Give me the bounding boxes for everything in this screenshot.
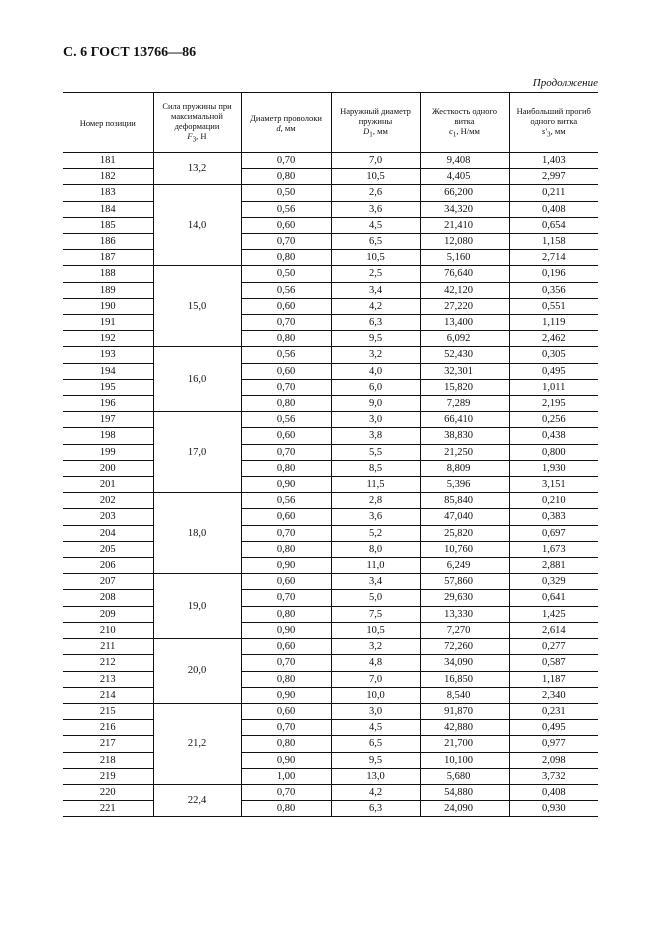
wire-diameter-cell: 0,50: [241, 266, 331, 282]
stiffness-cell: 10,100: [420, 752, 509, 768]
stiffness-cell: 5,160: [420, 250, 509, 266]
wire-diameter-cell: 0,56: [241, 282, 331, 298]
outer-diameter-cell: 13,0: [331, 768, 420, 784]
position-cell: 210: [63, 622, 153, 638]
header-force: Сила пружины при максимальной деформации $F_3$, Н: [153, 93, 241, 153]
stiffness-cell: 21,410: [420, 217, 509, 233]
force-cell: 17,0: [153, 412, 241, 493]
wire-diameter-cell: 0,80: [241, 250, 331, 266]
deflection-cell: 2,098: [509, 752, 598, 768]
wire-diameter-cell: 0,70: [241, 444, 331, 460]
force-cell: 13,2: [153, 153, 241, 185]
stiffness-cell: 15,820: [420, 379, 509, 395]
stiffness-cell: 42,880: [420, 720, 509, 736]
deflection-cell: 0,930: [509, 801, 598, 817]
outer-diameter-cell: 2,8: [331, 493, 420, 509]
force-cell: 20,0: [153, 639, 241, 704]
outer-diameter-cell: 9,5: [331, 752, 420, 768]
stiffness-cell: 34,090: [420, 655, 509, 671]
stiffness-cell: 54,880: [420, 784, 509, 800]
stiffness-cell: 13,330: [420, 606, 509, 622]
position-cell: 207: [63, 574, 153, 590]
position-cell: 201: [63, 477, 153, 493]
table-row: [63, 801, 598, 817]
wire-diameter-cell: 0,80: [241, 736, 331, 752]
table-row: [63, 460, 598, 476]
outer-diameter-cell: 3,0: [331, 703, 420, 719]
table-row: [63, 412, 598, 428]
deflection-cell: 2,714: [509, 250, 598, 266]
stiffness-cell: 10,760: [420, 541, 509, 557]
position-cell: 187: [63, 250, 153, 266]
deflection-cell: 0,551: [509, 298, 598, 314]
outer-diameter-cell: 7,0: [331, 671, 420, 687]
table-row: [63, 752, 598, 768]
stiffness-cell: 29,630: [420, 590, 509, 606]
position-cell: 193: [63, 347, 153, 363]
deflection-cell: 2,195: [509, 396, 598, 412]
table-header-row: [63, 93, 598, 153]
position-cell: 213: [63, 671, 153, 687]
deflection-cell: 0,305: [509, 347, 598, 363]
position-cell: 220: [63, 784, 153, 800]
deflection-cell: 0,800: [509, 444, 598, 460]
outer-diameter-cell: 3,8: [331, 428, 420, 444]
table-row: [63, 347, 598, 363]
outer-diameter-cell: 10,5: [331, 169, 420, 185]
table-row: [63, 153, 598, 169]
stiffness-cell: 76,640: [420, 266, 509, 282]
stiffness-cell: 21,700: [420, 736, 509, 752]
outer-diameter-cell: 11,0: [331, 558, 420, 574]
table-row: [63, 444, 598, 460]
table-body: [63, 153, 598, 817]
position-cell: 211: [63, 639, 153, 655]
table-row: [63, 477, 598, 493]
stiffness-cell: 34,320: [420, 201, 509, 217]
wire-diameter-cell: 0,60: [241, 574, 331, 590]
wire-diameter-cell: 0,80: [241, 671, 331, 687]
table-row: [63, 541, 598, 557]
position-cell: 204: [63, 525, 153, 541]
outer-diameter-cell: 3,4: [331, 282, 420, 298]
wire-diameter-cell: 0,60: [241, 298, 331, 314]
position-cell: 208: [63, 590, 153, 606]
position-cell: 219: [63, 768, 153, 784]
stiffness-cell: 9,408: [420, 153, 509, 169]
table-row: [63, 655, 598, 671]
wire-diameter-cell: 0,60: [241, 217, 331, 233]
position-cell: 195: [63, 379, 153, 395]
wire-diameter-cell: 0,70: [241, 590, 331, 606]
deflection-cell: 1,403: [509, 153, 598, 169]
position-cell: 188: [63, 266, 153, 282]
stiffness-cell: 91,870: [420, 703, 509, 719]
deflection-cell: 2,881: [509, 558, 598, 574]
wire-diameter-cell: 0,60: [241, 363, 331, 379]
table-row: [63, 622, 598, 638]
stiffness-cell: 66,410: [420, 412, 509, 428]
position-cell: 196: [63, 396, 153, 412]
stiffness-cell: 5,680: [420, 768, 509, 784]
stiffness-cell: 8,540: [420, 687, 509, 703]
wire-diameter-cell: 0,60: [241, 639, 331, 655]
wire-diameter-cell: 0,56: [241, 493, 331, 509]
table-row: [63, 315, 598, 331]
wire-diameter-cell: 0,80: [241, 801, 331, 817]
position-cell: 191: [63, 315, 153, 331]
outer-diameter-cell: 8,0: [331, 541, 420, 557]
outer-diameter-cell: 6,5: [331, 234, 420, 250]
deflection-cell: 3,151: [509, 477, 598, 493]
deflection-cell: 1,119: [509, 315, 598, 331]
deflection-cell: 1,158: [509, 234, 598, 250]
wire-diameter-cell: 1,00: [241, 768, 331, 784]
wire-diameter-cell: 0,90: [241, 687, 331, 703]
stiffness-cell: 24,090: [420, 801, 509, 817]
position-cell: 212: [63, 655, 153, 671]
outer-diameter-cell: 3,2: [331, 639, 420, 655]
outer-diameter-cell: 10,0: [331, 687, 420, 703]
wire-diameter-cell: 0,56: [241, 347, 331, 363]
outer-diameter-cell: 6,0: [331, 379, 420, 395]
table-row: [63, 493, 598, 509]
table-row: [63, 266, 598, 282]
deflection-cell: 0,277: [509, 639, 598, 655]
table-row: [63, 720, 598, 736]
table-row: [63, 574, 598, 590]
stiffness-cell: 6,249: [420, 558, 509, 574]
deflection-cell: 0,641: [509, 590, 598, 606]
deflection-cell: 0,495: [509, 720, 598, 736]
deflection-cell: 0,383: [509, 509, 598, 525]
table-row: [63, 363, 598, 379]
position-cell: 200: [63, 460, 153, 476]
stiffness-cell: 7,270: [420, 622, 509, 638]
position-cell: 206: [63, 558, 153, 574]
table-row: [63, 590, 598, 606]
stiffness-cell: 4,405: [420, 169, 509, 185]
wire-diameter-cell: 0,90: [241, 622, 331, 638]
position-cell: 181: [63, 153, 153, 169]
position-cell: 217: [63, 736, 153, 752]
outer-diameter-cell: 9,5: [331, 331, 420, 347]
deflection-cell: 0,408: [509, 201, 598, 217]
deflection-cell: 0,697: [509, 525, 598, 541]
wire-diameter-cell: 0,70: [241, 379, 331, 395]
deflection-cell: 2,340: [509, 687, 598, 703]
outer-diameter-cell: 9,0: [331, 396, 420, 412]
force-cell: 15,0: [153, 266, 241, 347]
position-cell: 194: [63, 363, 153, 379]
stiffness-cell: 32,301: [420, 363, 509, 379]
stiffness-cell: 42,120: [420, 282, 509, 298]
outer-diameter-cell: 10,5: [331, 250, 420, 266]
force-cell: 14,0: [153, 185, 241, 266]
stiffness-cell: 27,220: [420, 298, 509, 314]
wire-diameter-cell: 0,70: [241, 234, 331, 250]
outer-diameter-cell: 3,4: [331, 574, 420, 590]
outer-diameter-cell: 8,5: [331, 460, 420, 476]
deflection-cell: 3,732: [509, 768, 598, 784]
table-row: [63, 558, 598, 574]
stiffness-cell: 47,040: [420, 509, 509, 525]
wire-diameter-cell: 0,90: [241, 477, 331, 493]
deflection-cell: 2,997: [509, 169, 598, 185]
table-row: [63, 331, 598, 347]
stiffness-cell: 16,850: [420, 671, 509, 687]
outer-diameter-cell: 3,6: [331, 509, 420, 525]
table-row: [63, 703, 598, 719]
force-cell: 18,0: [153, 493, 241, 574]
table-row: [63, 509, 598, 525]
force-cell: 22,4: [153, 784, 241, 816]
position-cell: 192: [63, 331, 153, 347]
wire-diameter-cell: 0,60: [241, 509, 331, 525]
stiffness-cell: 72,260: [420, 639, 509, 655]
table-row: [63, 282, 598, 298]
table-row: [63, 379, 598, 395]
position-cell: 202: [63, 493, 153, 509]
wire-diameter-cell: 0,60: [241, 428, 331, 444]
stiffness-cell: 38,830: [420, 428, 509, 444]
deflection-cell: 0,356: [509, 282, 598, 298]
outer-diameter-cell: 6,3: [331, 801, 420, 817]
header-wire-diameter: Диаметр проволоки d, мм: [241, 93, 331, 153]
position-cell: 190: [63, 298, 153, 314]
continued-label: Продолжение: [532, 77, 598, 89]
outer-diameter-cell: 6,5: [331, 736, 420, 752]
position-cell: 214: [63, 687, 153, 703]
position-cell: 209: [63, 606, 153, 622]
wire-diameter-cell: 0,80: [241, 606, 331, 622]
outer-diameter-cell: 7,5: [331, 606, 420, 622]
wire-diameter-cell: 0,80: [241, 169, 331, 185]
position-cell: 221: [63, 801, 153, 817]
outer-diameter-cell: 6,3: [331, 315, 420, 331]
stiffness-cell: 13,400: [420, 315, 509, 331]
deflection-cell: 1,930: [509, 460, 598, 476]
wire-diameter-cell: 0,90: [241, 752, 331, 768]
deflection-cell: 2,462: [509, 331, 598, 347]
table-row: [63, 217, 598, 233]
outer-diameter-cell: 11,5: [331, 477, 420, 493]
position-cell: 184: [63, 201, 153, 217]
deflection-cell: 1,673: [509, 541, 598, 557]
deflection-cell: 0,495: [509, 363, 598, 379]
table-row: [63, 525, 598, 541]
deflection-cell: 2,614: [509, 622, 598, 638]
table-row: [63, 169, 598, 185]
position-cell: 183: [63, 185, 153, 201]
table-row: [63, 234, 598, 250]
stiffness-cell: 66,200: [420, 185, 509, 201]
outer-diameter-cell: 4,5: [331, 217, 420, 233]
deflection-cell: 1,425: [509, 606, 598, 622]
stiffness-cell: 7,289: [420, 396, 509, 412]
deflection-cell: 1,187: [509, 671, 598, 687]
position-cell: 199: [63, 444, 153, 460]
outer-diameter-cell: 5,2: [331, 525, 420, 541]
wire-diameter-cell: 0,80: [241, 331, 331, 347]
position-cell: 197: [63, 412, 153, 428]
stiffness-cell: 21,250: [420, 444, 509, 460]
position-cell: 185: [63, 217, 153, 233]
table-row: [63, 606, 598, 622]
wire-diameter-cell: 0,80: [241, 541, 331, 557]
table-row: [63, 428, 598, 444]
deflection-cell: 0,256: [509, 412, 598, 428]
table-row: [63, 687, 598, 703]
wire-diameter-cell: 0,80: [241, 396, 331, 412]
deflection-cell: 0,210: [509, 493, 598, 509]
table-row: [63, 768, 598, 784]
deflection-cell: 1,011: [509, 379, 598, 395]
outer-diameter-cell: 3,2: [331, 347, 420, 363]
wire-diameter-cell: 0,70: [241, 315, 331, 331]
stiffness-cell: 57,860: [420, 574, 509, 590]
deflection-cell: 0,654: [509, 217, 598, 233]
position-cell: 198: [63, 428, 153, 444]
deflection-cell: 0,329: [509, 574, 598, 590]
position-cell: 203: [63, 509, 153, 525]
table-row: [63, 185, 598, 201]
table-row: [63, 736, 598, 752]
wire-diameter-cell: 0,60: [241, 703, 331, 719]
wire-diameter-cell: 0,56: [241, 201, 331, 217]
position-cell: 205: [63, 541, 153, 557]
outer-diameter-cell: 4,2: [331, 784, 420, 800]
page-title: С. 6 ГОСТ 13766—86: [63, 45, 197, 60]
wire-diameter-cell: 0,70: [241, 655, 331, 671]
stiffness-cell: 52,430: [420, 347, 509, 363]
stiffness-cell: 85,840: [420, 493, 509, 509]
wire-diameter-cell: 0,90: [241, 558, 331, 574]
outer-diameter-cell: 5,0: [331, 590, 420, 606]
deflection-cell: 0,211: [509, 185, 598, 201]
stiffness-cell: 25,820: [420, 525, 509, 541]
wire-diameter-cell: 0,70: [241, 720, 331, 736]
wire-diameter-cell: 0,56: [241, 412, 331, 428]
force-cell: 21,2: [153, 703, 241, 784]
header-outer-diameter: Наружный диаметр пружины $D_1$, мм: [331, 93, 420, 153]
header-position: Номер позиции: [63, 93, 153, 153]
outer-diameter-cell: 4,5: [331, 720, 420, 736]
header-max-deflection: Наибольший прогиб одного витка $s'_3$, мм: [509, 93, 598, 153]
deflection-cell: 0,408: [509, 784, 598, 800]
stiffness-cell: 12,080: [420, 234, 509, 250]
position-cell: 218: [63, 752, 153, 768]
outer-diameter-cell: 7,0: [331, 153, 420, 169]
outer-diameter-cell: 2,6: [331, 185, 420, 201]
position-cell: 182: [63, 169, 153, 185]
table-row: [63, 671, 598, 687]
wire-diameter-cell: 0,80: [241, 460, 331, 476]
wire-diameter-cell: 0,70: [241, 784, 331, 800]
force-cell: 19,0: [153, 574, 241, 639]
outer-diameter-cell: 3,0: [331, 412, 420, 428]
position-cell: 216: [63, 720, 153, 736]
position-cell: 215: [63, 703, 153, 719]
spring-parameters-table: [63, 92, 598, 817]
position-cell: 189: [63, 282, 153, 298]
wire-diameter-cell: 0,70: [241, 525, 331, 541]
outer-diameter-cell: 5,5: [331, 444, 420, 460]
wire-diameter-cell: 0,70: [241, 153, 331, 169]
force-cell: 16,0: [153, 347, 241, 412]
outer-diameter-cell: 4,0: [331, 363, 420, 379]
table-row: [63, 201, 598, 217]
table-row: [63, 784, 598, 800]
header-stiffness: Жесткость одного витка $c_1$, Н/мм: [420, 93, 509, 153]
deflection-cell: 0,587: [509, 655, 598, 671]
stiffness-cell: 5,396: [420, 477, 509, 493]
deflection-cell: 0,438: [509, 428, 598, 444]
wire-diameter-cell: 0,50: [241, 185, 331, 201]
table-row: [63, 396, 598, 412]
outer-diameter-cell: 4,2: [331, 298, 420, 314]
outer-diameter-cell: 3,6: [331, 201, 420, 217]
table-row: [63, 250, 598, 266]
outer-diameter-cell: 10,5: [331, 622, 420, 638]
outer-diameter-cell: 4,8: [331, 655, 420, 671]
table-row: [63, 639, 598, 655]
outer-diameter-cell: 2,5: [331, 266, 420, 282]
table-row: [63, 298, 598, 314]
deflection-cell: 0,231: [509, 703, 598, 719]
stiffness-cell: 6,092: [420, 331, 509, 347]
stiffness-cell: 8,809: [420, 460, 509, 476]
position-cell: 186: [63, 234, 153, 250]
deflection-cell: 0,196: [509, 266, 598, 282]
deflection-cell: 0,977: [509, 736, 598, 752]
